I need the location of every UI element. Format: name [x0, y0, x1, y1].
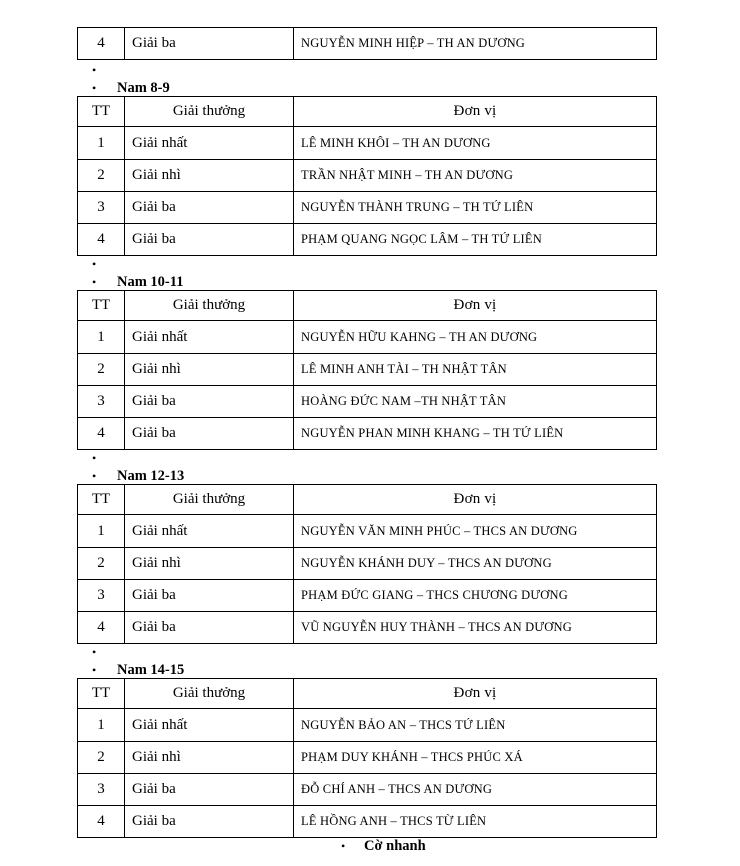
continued-table — [77, 27, 657, 60]
tt-cell: 1 — [78, 321, 125, 354]
prize-cell: Giải ba — [125, 580, 294, 612]
section-title: Nam 14-15 — [117, 662, 185, 678]
footer-heading — [341, 838, 426, 855]
header-prize: Giải thưởng — [125, 291, 294, 321]
prize-cell: Giải ba — [125, 386, 294, 418]
prize-cell: Giải nhất — [125, 127, 294, 160]
table-row — [78, 612, 657, 644]
header-unit: Đơn vị — [294, 679, 657, 709]
section-title: Nam 12-13 — [117, 468, 185, 484]
bullet-dot: • — [92, 663, 97, 677]
tt-cell: 4 — [78, 806, 125, 838]
prize-cell: Giải nhất — [125, 321, 294, 354]
prize-cell: Giải ba — [125, 418, 294, 450]
prize-cell: Giải nhì — [125, 354, 294, 386]
prize-cell: Giải nhì — [125, 742, 294, 774]
tt-cell: 4 — [78, 612, 125, 644]
table-row — [78, 806, 657, 838]
unit-cell: NGUYỄN VĂN MINH PHÚC – THCS AN DƯƠNG — [294, 515, 657, 548]
bullet-dot: • — [92, 469, 97, 483]
unit-cell: LÊ MINH KHÔI – TH AN DƯƠNG — [294, 127, 657, 160]
header-prize: Giải thưởng — [125, 97, 294, 127]
empty-bullet: • — [92, 451, 97, 465]
unit-cell: NGUYỄN KHÁNH DUY – THCS AN DƯƠNG — [294, 548, 657, 580]
prize-cell: Giải nhì — [125, 548, 294, 580]
unit-cell: PHẠM DUY KHÁNH – THCS PHÚC XÁ — [294, 742, 657, 774]
table-row — [78, 418, 657, 450]
tt-cell: 1 — [78, 709, 125, 742]
prize-cell: Giải ba — [125, 224, 294, 256]
bullet-dot: • — [341, 839, 346, 853]
section-heading — [92, 662, 184, 678]
unit-cell: NGUYỄN PHAN MINH KHANG – TH TỨ LIÊN — [294, 418, 657, 450]
unit-cell: NGUYỄN MINH HIỆP – TH AN DƯƠNG — [294, 28, 657, 60]
unit-cell: PHẠM ĐỨC GIANG – THCS CHƯƠNG DƯƠNG — [294, 580, 657, 612]
section-title: Nam 10-11 — [117, 274, 184, 290]
prize-cell: Giải ba — [125, 192, 294, 224]
awards-table — [77, 678, 657, 838]
awards-table — [77, 96, 657, 256]
tt-cell: 2 — [78, 742, 125, 774]
table-row — [78, 28, 657, 60]
header-prize: Giải thưởng — [125, 485, 294, 515]
awards-table — [77, 484, 657, 644]
tt-cell: 3 — [78, 192, 125, 224]
table-row — [78, 515, 657, 548]
table-row — [78, 580, 657, 612]
unit-cell: LÊ HỒNG ANH – THCS TỪ LIÊN — [294, 806, 657, 838]
prize-cell: Giải nhì — [125, 160, 294, 192]
unit-cell: VŨ NGUYỄN HUY THÀNH – THCS AN DƯƠNG — [294, 612, 657, 644]
unit-cell: LÊ MINH ANH TÀI – TH NHẬT TÂN — [294, 354, 657, 386]
tt-cell: 2 — [78, 548, 125, 580]
empty-bullet: • — [92, 645, 97, 659]
unit-cell: PHẠM QUANG NGỌC LÂM – TH TỨ LIÊN — [294, 224, 657, 256]
table-row — [78, 774, 657, 806]
unit-cell: TRẦN NHẬT MINH – TH AN DƯƠNG — [294, 160, 657, 192]
header-prize: Giải thưởng — [125, 679, 294, 709]
table-row — [78, 386, 657, 418]
tt-cell: 1 — [78, 515, 125, 548]
tt-cell: 1 — [78, 127, 125, 160]
unit-cell: NGUYỄN HỮU KAHNG – TH AN DƯƠNG — [294, 321, 657, 354]
tt-cell: 3 — [78, 774, 125, 806]
awards-table — [77, 290, 657, 450]
unit-cell: ĐỖ CHÍ ANH – THCS AN DƯƠNG — [294, 774, 657, 806]
footer-title: Cờ nhanh — [364, 838, 426, 854]
header-tt: TT — [78, 679, 125, 709]
header-unit: Đơn vị — [294, 291, 657, 321]
bullet-dot: • — [92, 81, 97, 95]
table-header-row — [78, 97, 657, 127]
prize-cell: Giải nhất — [125, 709, 294, 742]
table-row — [78, 127, 657, 160]
table-row — [78, 160, 657, 192]
table-row — [78, 192, 657, 224]
table-header-row — [78, 291, 657, 321]
header-unit: Đơn vị — [294, 485, 657, 515]
tt-cell: 3 — [78, 386, 125, 418]
tt-cell: 2 — [78, 354, 125, 386]
section-heading — [92, 468, 184, 484]
empty-bullet: • — [92, 257, 97, 271]
unit-cell: HOÀNG ĐỨC NAM –TH NHẬT TÂN — [294, 386, 657, 418]
prize-cell: Giải ba — [125, 774, 294, 806]
unit-cell: NGUYỄN THÀNH TRUNG – TH TỨ LIÊN — [294, 192, 657, 224]
header-unit: Đơn vị — [294, 97, 657, 127]
table-header-row — [78, 485, 657, 515]
tt-cell: 2 — [78, 160, 125, 192]
table-row — [78, 742, 657, 774]
table-row — [78, 224, 657, 256]
tt-cell: 4 — [78, 224, 125, 256]
empty-bullet: • — [92, 63, 97, 77]
table-row — [78, 548, 657, 580]
table-row — [78, 354, 657, 386]
section-heading — [92, 274, 183, 290]
prize-cell: Giải ba — [125, 28, 294, 60]
table-header-row — [78, 679, 657, 709]
table-row — [78, 321, 657, 354]
prize-cell: Giải ba — [125, 612, 294, 644]
section-title: Nam 8-9 — [117, 80, 170, 96]
header-tt: TT — [78, 291, 125, 321]
tt-cell: 4 — [78, 28, 125, 60]
unit-cell: NGUYỄN BẢO AN – THCS TỨ LIÊN — [294, 709, 657, 742]
tt-cell: 3 — [78, 580, 125, 612]
header-tt: TT — [78, 97, 125, 127]
prize-cell: Giải ba — [125, 806, 294, 838]
table-row — [78, 709, 657, 742]
tt-cell: 4 — [78, 418, 125, 450]
bullet-dot: • — [92, 275, 97, 289]
header-tt: TT — [78, 485, 125, 515]
section-heading — [92, 80, 170, 96]
prize-cell: Giải nhất — [125, 515, 294, 548]
